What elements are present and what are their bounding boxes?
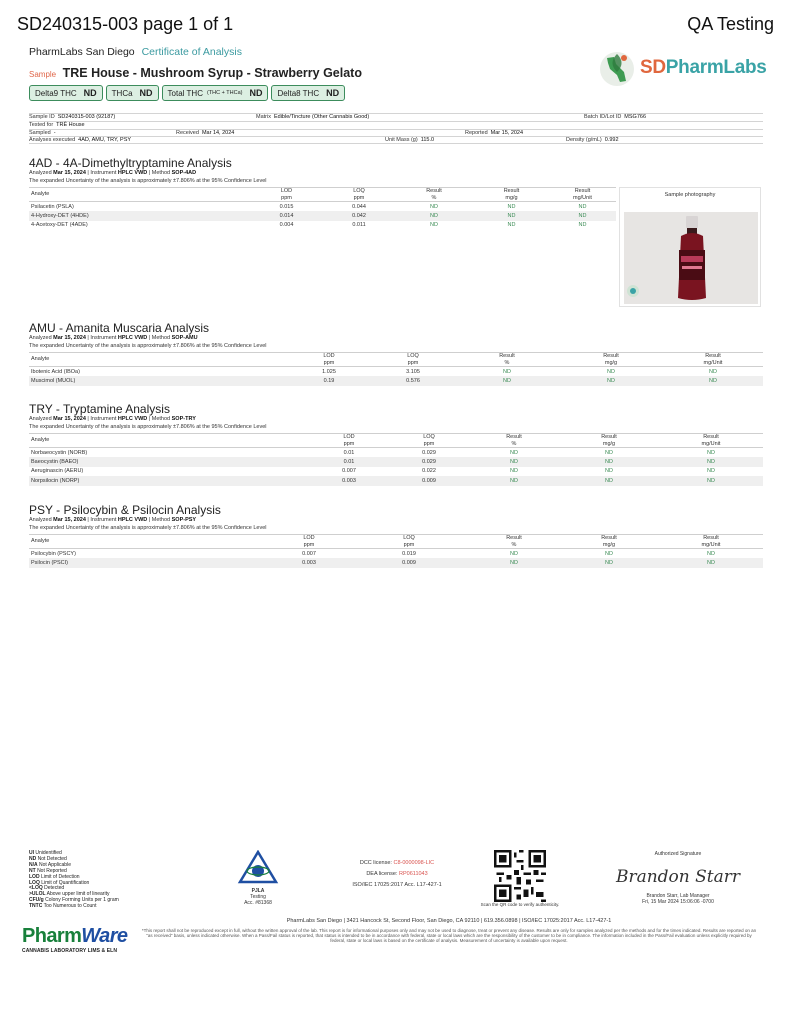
handwritten-signature: Brandon Starr: [615, 867, 741, 887]
pjla-name: PJLA: [251, 888, 265, 894]
col-result-mgg: Result mg/g: [559, 434, 659, 448]
section-analyzed: Analyzed Mar 15, 2024 | Instrument HPLC VWD | Method SOP-AMU: [29, 335, 198, 341]
meta-label: Batch ID/Lot ID: [584, 114, 622, 121]
pharmware-logo: [22, 926, 126, 954]
meta-value: 115.0: [420, 137, 435, 144]
method-label: Method: [151, 170, 171, 176]
method-value: SOP-TRY: [171, 416, 196, 422]
photo-title: Sample photography: [664, 192, 716, 198]
meta-label: Received: [176, 129, 199, 136]
meta-value: MSG766: [624, 114, 647, 121]
uncertainty-note: The expanded Uncertainty of the analysis is approximately ±7.806% at the 95% Confidence Level: [29, 524, 267, 531]
analyzed-label: Analyzed: [29, 335, 52, 341]
col-analyte: Analyte: [29, 434, 309, 448]
signature-title: Authorized Signature: [654, 851, 702, 857]
legend-item: >ULOL Above upper limit of linearity: [29, 891, 110, 898]
pill-label: Delta8 THC: [277, 88, 320, 98]
method-value: SOP-PSY: [171, 517, 197, 523]
results-table: [29, 534, 763, 568]
lab-line: [29, 46, 242, 58]
legend-item: LOD Limit of Detection: [29, 873, 80, 880]
table-row: Baeocystin (BAEO) 0.01 0.029 ND ND ND: [29, 457, 763, 467]
meta-row: [29, 121, 763, 129]
method-label: Method: [151, 335, 171, 341]
section-analyzed: Analyzed Mar 15, 2024 | Instrument HPLC VWD | Method SOP-4AD: [29, 170, 197, 176]
pill-value: ND: [326, 88, 340, 98]
analyzed-label: Analyzed: [29, 517, 52, 523]
abbreviation-legend: [29, 851, 119, 910]
instrument-label: Instrument: [90, 170, 117, 176]
legend-item: ND Not Detected: [29, 855, 67, 862]
license-block: [342, 858, 452, 891]
meta-row: [29, 136, 763, 144]
section-amu: [29, 321, 763, 386]
col-result-pct: Result %: [469, 535, 559, 549]
pill-sub: (THC + THCa): [206, 90, 243, 96]
table-row: Norbaeocystin (NORB) 0.01 0.029 ND ND ND: [31, 449, 715, 456]
legend-item: N/A Not Applicable: [29, 861, 71, 868]
qr-caption: Scan the QR code to verify authenticity.: [480, 902, 560, 907]
pjla-acc: Acc. #81368: [244, 900, 272, 906]
col-result-mgu: Result mg/Unit: [549, 188, 616, 202]
sample-metadata: [29, 113, 763, 144]
instrument-value: HPLC VWD: [117, 335, 148, 341]
method-label: Method: [151, 416, 171, 422]
analyzed-date: Mar 15, 2024: [53, 335, 86, 341]
section-try: [29, 402, 763, 486]
instrument-value: HPLC VWD: [117, 170, 148, 176]
cannabinoid-summary: [29, 85, 345, 101]
section-psy: [29, 503, 763, 568]
section-title: TRY - Tryptamine Analysis: [29, 402, 170, 416]
legend-item: LOQ Limit of Quantification: [29, 879, 90, 886]
section-title: 4AD - 4A-Dimethyltryptamine Analysis: [29, 156, 232, 170]
col-analyte: Analyte: [29, 353, 287, 367]
watermark-icon: [626, 284, 640, 298]
top-bar: [17, 14, 774, 35]
analyzed-label: Analyzed: [29, 416, 52, 422]
col-analyte: Analyte: [29, 188, 249, 202]
meta-label: Density (g/mL): [566, 137, 602, 144]
pjla-logo-icon: [236, 850, 280, 886]
bottle-image: [673, 216, 711, 302]
meta-value: Mar 14, 2024: [201, 129, 235, 136]
table-row: Ibotenic Acid (IBOa) 1.025 3.105 ND ND ND: [31, 368, 717, 375]
meta-row: [29, 113, 763, 121]
pill-value: ND: [249, 88, 263, 98]
col-result-mgg: Result mg/g: [474, 188, 549, 202]
meta-value: Edible/Tincture (Other Cannabis Good): [273, 114, 370, 121]
sample-photo: [624, 212, 758, 304]
pharmware-tagline: CANNABIS LABORATORY LIMS & ELN: [22, 948, 118, 954]
disclaimer: *This report shall not be reproduced except in full, without the written approval of the lab. This report is for informational purposes only and may not be used to diagnose, treat or prevent any disease. Results are only for samples analyzed per the methods and for the times indicated. Results are reported on an "as received" basis, unless indicated otherwise. When a Pass/Fail status is reported, that status is intended to be in accordance with federal, state or local laws which are the responsibility of the customer to be in compliance. The information included in the Pass/Fail evaluation unless explicitly required by federal, state or local laws is based on the certificate of analysis. Measurement of uncertainty is available upon request.: [141, 928, 757, 943]
uncertainty-note: The expanded Uncertainty of the analysis is approximately ±7.806% at the 95% Confidence Level: [29, 342, 267, 349]
sample-photo-panel: [619, 187, 761, 307]
col-result-mgg: Result mg/g: [559, 535, 659, 549]
coa-label: Certificate of Analysis: [141, 46, 242, 58]
meta-label: Tested for: [29, 122, 54, 129]
table-row: Psilocin (PSCI) 0.003 0.009 ND ND ND: [29, 558, 763, 568]
document-id: SD240315-003 page 1 of 1: [17, 14, 234, 34]
col-loq: LOQ ppm: [371, 353, 455, 367]
pill-label: THCa: [111, 88, 133, 98]
uncertainty-note: The expanded Uncertainty of the analysis is approximately ±7.806% at the 95% Confidence Level: [29, 177, 267, 184]
col-result-mgu: Result mg/Unit: [659, 535, 763, 549]
instrument-value: HPLC VWD: [117, 416, 148, 422]
pjla-testing: Testing: [250, 894, 266, 900]
sdpharmlabs-logo: [597, 46, 767, 90]
col-lod: LOD ppm: [249, 188, 324, 202]
footer: [140, 918, 758, 943]
col-result-pct: Result %: [469, 434, 559, 448]
analyzed-date: Mar 15, 2024: [53, 517, 86, 523]
lab-address: PharmLabs San Diego | 3421 Hancock St, Second Floor, San Diego, CA 92110 | 619.356.0898 | ISO/IEC 17025:2017 Acc. L17-427-1: [286, 918, 612, 924]
table-row: Aeruginascin (AERU) 0.007 0.022 ND ND ND: [31, 468, 715, 475]
meta-label: Sampled: [29, 129, 51, 136]
meta-value: SD240315-003 (92187): [57, 114, 116, 121]
col-lod: LOD ppm: [309, 434, 389, 448]
pill-delta8: [271, 85, 345, 101]
meta-label: Analyses executed: [29, 137, 76, 144]
col-lod: LOD ppm: [287, 353, 371, 367]
meta-label: Reported: [465, 129, 488, 136]
meta-label: Sample ID: [29, 114, 55, 121]
signature-block: [608, 851, 748, 905]
table-row: Muscimol (MUOL) 0.19 0.576 ND ND ND: [29, 376, 763, 386]
results-table: [29, 187, 616, 230]
col-result-mgu: Result mg/Unit: [659, 434, 763, 448]
legend-item: <LOQ Detected: [29, 885, 65, 892]
sample-label: Sample: [29, 70, 57, 79]
col-lod: LOD ppm: [269, 535, 349, 549]
col-result-pct: Result %: [455, 353, 559, 367]
instrument-label: Instrument: [90, 416, 117, 422]
method-value: SOP-AMU: [171, 335, 198, 341]
logo-pharmlabs: PharmLabs: [665, 57, 767, 78]
col-analyte: Analyte: [29, 535, 269, 549]
section-title: PSY - Psilocybin & Psilocin Analysis: [29, 503, 221, 517]
meta-value: 4AD, AMU, TRY, PSY: [78, 137, 132, 144]
lab-name: PharmLabs San Diego: [29, 46, 135, 58]
col-result-pct: Result %: [394, 188, 474, 202]
dcc-license: DCC license: C8-0000098-LIC: [359, 860, 435, 866]
pill-value: ND: [83, 88, 97, 98]
instrument-label: Instrument: [90, 517, 117, 523]
table-row: Psilocybin (PSCY) 0.007 0.019 ND ND ND: [31, 550, 715, 557]
meta-row: [29, 129, 763, 137]
col-loq: LOQ ppm: [349, 535, 469, 549]
signer-name: Brandon Starr, Lab Manager: [646, 893, 710, 899]
analyzed-label: Analyzed: [29, 170, 52, 176]
col-result-mgu: Result mg/Unit: [663, 353, 763, 367]
pjla-accreditation: [228, 850, 288, 906]
legend-item: CFU/g Colony Forming Units per 1 gram: [29, 897, 119, 904]
col-loq: LOQ ppm: [389, 434, 469, 448]
instrument-value: HPLC VWD: [117, 517, 148, 523]
legend-item: UI Unidentified: [29, 850, 62, 856]
results-table: [29, 352, 763, 386]
section-title: AMU - Amanita Muscaria Analysis: [29, 321, 210, 335]
iso-accreditation: ISO/IEC 17025:2017 Acc. L17-427-1: [352, 882, 442, 888]
meta-value: TRĒ House: [56, 122, 85, 129]
col-loq: LOQ ppm: [324, 188, 394, 202]
meta-value: 0.992: [604, 137, 619, 144]
meta-value: Mar 15, 2024: [490, 129, 524, 136]
legend-item: NT Not Reported: [29, 867, 67, 874]
pill-thca: [106, 85, 159, 101]
meta-label: Unit Mass (g): [385, 137, 418, 144]
table-row: Norpsilocin (NORP) 0.003 0.009 ND ND ND: [29, 476, 763, 486]
pill-delta9: [29, 85, 103, 101]
col-result-mgg: Result mg/g: [559, 353, 663, 367]
instrument-label: Instrument: [90, 335, 117, 341]
pill-total-thc: [162, 85, 269, 101]
pharmware-pharm: Pharm: [22, 925, 82, 947]
results-table: [29, 433, 763, 486]
legend-item: TNTC Too Numerous to Count: [29, 903, 97, 910]
pill-label: Delta9 THC: [35, 88, 77, 98]
analyzed-date: Mar 15, 2024: [53, 170, 86, 176]
pharmware-ware: Ware: [81, 925, 128, 947]
california-emblem-icon: [597, 48, 637, 88]
section-4ad: [29, 156, 616, 230]
section-analyzed: Analyzed Mar 15, 2024 | Instrument HPLC VWD | Method SOP-PSY: [29, 517, 197, 523]
table-row: Psilacetin (PSLA) 0.015 0.044 ND ND ND: [31, 203, 587, 210]
sample-line: [29, 66, 362, 80]
table-row: 4-Acetoxy-DET (4ADE) 0.004 0.011 ND ND ND: [31, 222, 587, 229]
sample-name: TRE House - Mushroom Syrup - Strawberry Gelato: [62, 66, 362, 80]
method-label: Method: [151, 517, 171, 523]
table-row: 4-Hydroxy-DET (4HDE) 0.014 0.042 ND ND ND: [29, 211, 616, 221]
pill-value: ND: [139, 88, 153, 98]
method-value: SOP-4AD: [171, 170, 197, 176]
meta-label: Matrix: [256, 114, 271, 121]
analyzed-date: Mar 15, 2024: [53, 416, 86, 422]
qa-testing-label: QA Testing: [687, 14, 774, 34]
qr-code-icon[interactable]: [494, 850, 546, 902]
logo-sd: SD: [640, 57, 666, 78]
meta-value: -: [53, 129, 56, 136]
pill-label: Total THC: [167, 88, 203, 98]
section-analyzed: Analyzed Mar 15, 2024 | Instrument HPLC VWD | Method SOP-TRY: [29, 416, 196, 422]
dea-license: DEA license: RP0611043: [366, 871, 428, 877]
uncertainty-note: The expanded Uncertainty of the analysis is approximately ±7.806% at the 95% Confidence Level: [29, 423, 267, 430]
signature-date: Fri, 15 Mar 2024 15:06:06 -0700: [642, 899, 714, 905]
